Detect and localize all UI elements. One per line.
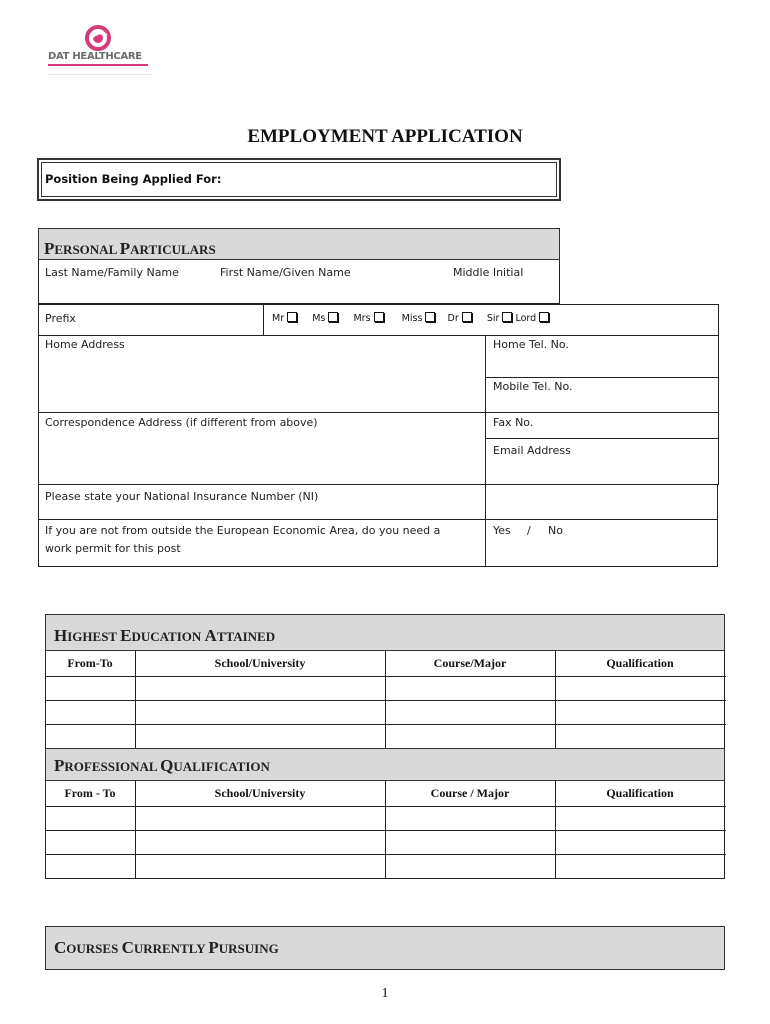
correspondence-label: Correspondence Address (if different from above) (45, 416, 318, 429)
prefix-option-dr[interactable]: Dr (448, 313, 472, 324)
prefix-label: Prefix (45, 312, 76, 325)
ni-label: Please state your National Insurance Number (NI) (45, 490, 319, 503)
prefix-option-miss[interactable]: Miss (402, 313, 436, 324)
section-education-header: HIGHEST EDUCATION ATTAINED (45, 614, 725, 651)
edu-col-from-to: From-To (67, 656, 113, 670)
home-tel-label: Home Tel. No. (493, 338, 569, 351)
permit-no-option[interactable]: No (548, 524, 563, 537)
ni-input[interactable] (486, 485, 717, 519)
prof-col-from-to: From - To (64, 786, 116, 800)
fax-label: Fax No. (493, 416, 534, 429)
checkbox-icon[interactable] (374, 312, 384, 322)
middle-initial-label: Middle Initial (453, 266, 524, 279)
prefix-option-mrs[interactable]: Mrs (353, 313, 383, 324)
company-logo (44, 24, 152, 78)
prof-col-school: School/University (214, 786, 306, 800)
checkbox-icon[interactable] (462, 312, 472, 322)
prefix-option-lord[interactable]: Lord (515, 313, 549, 324)
position-label: Position Being Applied For: (45, 172, 222, 186)
home-address-label: Home Address (45, 338, 125, 351)
permit-yes-option[interactable]: Yes (493, 524, 511, 537)
prefix-divider (263, 304, 264, 336)
checkbox-icon[interactable] (425, 312, 435, 322)
prefix-option-mr[interactable]: Mr (272, 313, 297, 324)
checkbox-icon[interactable] (502, 312, 512, 322)
permit-divider (485, 519, 486, 567)
permit-slash: / (527, 524, 531, 537)
edu-col-school: School/University (214, 656, 306, 670)
first-name-label: First Name/Given Name (220, 266, 351, 279)
logo-divider (48, 74, 152, 75)
permit-question-line2: work permit for this post (45, 542, 181, 555)
prefix-option-ms[interactable]: Ms (312, 313, 338, 324)
logo-underline (48, 64, 148, 66)
edu-col-course: Course/Major (433, 656, 507, 670)
checkbox-icon[interactable] (328, 312, 338, 322)
prefix-option-sir[interactable]: Sir (487, 313, 513, 324)
prof-col-course: Course / Major (430, 786, 510, 800)
checkbox-icon[interactable] (287, 312, 297, 322)
permit-question-line1: If you are not from outside the European Economic Area, do you need a (45, 524, 441, 537)
logo-brand-text: DAT HEALTHCARE (48, 51, 142, 62)
prof-col-qualification: Qualification (606, 786, 674, 800)
section-personal-header: PERSONAL PARTICULARS (38, 228, 560, 260)
checkbox-icon[interactable] (539, 312, 549, 322)
section-professional-header: PROFESSIONAL QUALIFICATION (45, 748, 725, 781)
email-label: Email Address (493, 444, 571, 457)
section-courses-header: COURSES CURRENTLY PURSUING (45, 926, 725, 970)
page-title: EMPLOYMENT APPLICATION (247, 126, 523, 147)
last-name-label: Last Name/Family Name (45, 266, 179, 279)
page-number: 1 (381, 986, 389, 1001)
edu-col-qualification: Qualification (606, 656, 674, 670)
prefix-options (272, 312, 549, 324)
mobile-tel-label: Mobile Tel. No. (493, 380, 573, 393)
